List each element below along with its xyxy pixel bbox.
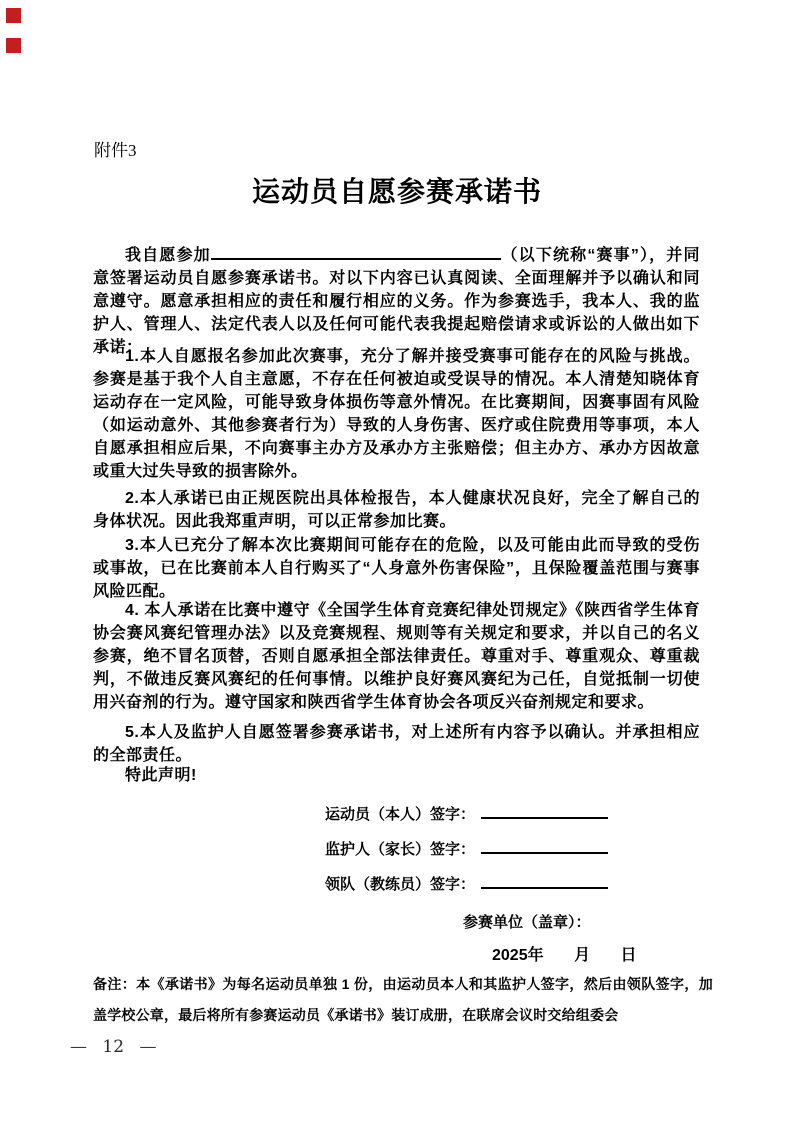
commitment-item-5: 5.本人及监护人自愿签署参赛承诺书，对上述所有内容予以确认。并承担相应的全部责任。 <box>93 724 700 764</box>
guardian-signature-label: 监护人（家长）签字： <box>325 841 476 858</box>
commitment-item-4: 4. 本人承诺在比赛中遵守《全国学生体育竞赛纪律处罚规定》《陕西省学生体育协会赛风赛纪管理办法》以及竞赛规程、规则等有关规定和要求，并以自己的名义参赛，绝不冒名顶替，否则自愿承担全部法律责任。尊重对手、尊重观众、尊重裁判，不做违反赛风赛纪的任何事情。以维护良好赛风赛纪为己任，自觉抵制一切使用兴奋剂的行为。遵守国家和陕西省学生体育协会各项反兴奋剂规定和要求。 <box>93 602 700 711</box>
unit-seal-label: 参赛单位（盖章）： <box>463 914 591 931</box>
leader-signature-label: 领队（教练员）签字： <box>325 876 476 893</box>
red-corner-mark <box>6 38 21 53</box>
commitment-item-2: 2.本人承诺已由正规医院出具体检报告，本人健康状况良好，完全了解自己的身体状况。因此我郑重声明，可以正常参加比赛。 <box>93 490 700 530</box>
date-day: 日 <box>620 947 637 964</box>
intro-prefix: 我自愿参加 <box>125 247 211 264</box>
date-line <box>492 942 637 965</box>
red-corner-mark <box>6 8 21 23</box>
date-month: 月 <box>574 947 591 964</box>
commitment-item-1: 1.本人自愿报名参加此次赛事，充分了解并接受赛事可能存在的风险与挑战。参赛是基于我个人自主意愿，不存在任何被迫或受误导的情况。本人清楚知晓体育运动存在一定风险，可能导致身体损伤等意外情况。在比赛期间，因赛事固有风险（如运动意外、其他参赛者行为）导致的人身伤害、医疗或住院费用等事项，本人自愿承担相应后果，不向赛事主办方及承办方主张赔偿；但主办方、承办方因故意或重大过失导致的损害除外。 <box>93 348 700 480</box>
remark-note: 备注：本《承诺书》为每名运动员单独 1 份，由运动员本人和其监护人签字，然后由领队签字，加盖学校公章，最后将所有参赛运动员《承诺书》装订成册，在联席会议时交给组委会 <box>93 976 713 1023</box>
athlete-signature-blank <box>481 805 608 819</box>
page-number: 12 <box>102 1037 125 1057</box>
date-year: 2025年 <box>492 947 544 964</box>
guardian-signature-blank <box>481 840 608 854</box>
footer-dash-left: — <box>70 1037 87 1057</box>
athlete-signature-label: 运动员（本人）签字： <box>325 806 476 823</box>
leader-signature-blank <box>481 875 608 889</box>
event-name-blank <box>211 245 501 260</box>
footer-dash-right: — <box>139 1037 157 1057</box>
commitment-item-3: 3.本人已充分了解本次比赛期间可能存在的危险，以及可能由此而导致的受伤或事故，已在比赛前本人自行购买了“人身意外伤害保险”，且保险覆盖范围与赛事风险匹配。 <box>93 537 700 600</box>
signature-row-leader <box>325 875 608 895</box>
attachment-label: 附件3 <box>94 141 137 160</box>
signature-row-athlete <box>325 805 608 825</box>
page-title: 运动员自愿参赛承诺书 <box>251 177 542 208</box>
intro-suffix: （以下统称“赛事”），并同意签署运动员自愿参赛承诺书。对以下内容已认真阅读、全面理解并予以确认和同意遵守。愿意承担相应的责任和履行相应的义务。作为参赛选手，我本人、我的监护人、管理人、法定代表人以及任何可能代表我提起赔偿请求或诉讼的人做出如下承诺： <box>93 247 700 356</box>
signature-row-guardian <box>325 840 608 860</box>
intro-paragraph <box>93 244 700 359</box>
page-number-footer <box>70 1037 156 1057</box>
closing-statement: 特此声明! <box>125 767 197 784</box>
